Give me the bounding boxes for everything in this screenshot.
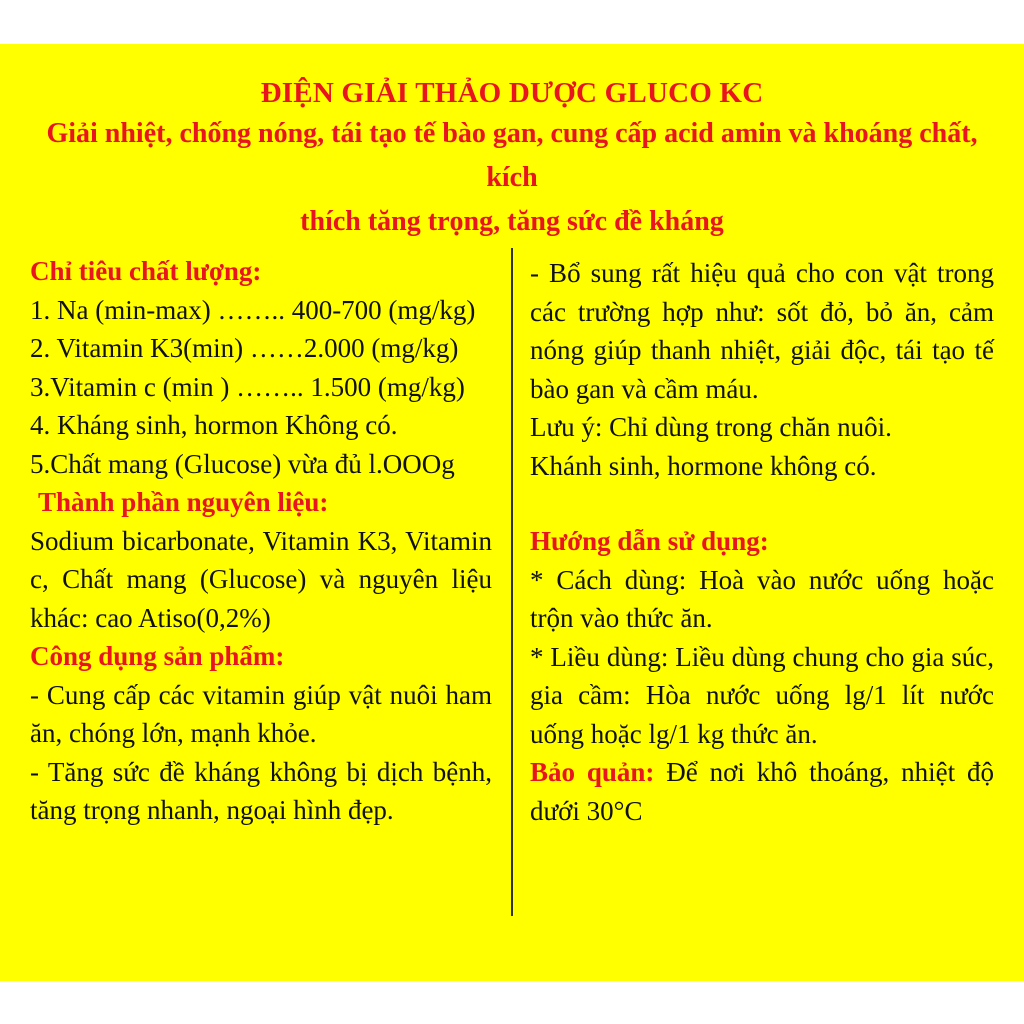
supplement-line: bào gan và cầm máu.: [530, 373, 759, 404]
quality-item: 5.Chất mang (Glucose) vừa đủ l.OOOg: [30, 448, 455, 479]
subtitle-line-1: Giải nhiệt, chống nóng, tái tạo tế bào gan, cung cấp acid amin và khoáng chất, kích: [46, 118, 978, 193]
supplement-line: nóng giúp thanh nhiệt, giải độc, tái tạo tế: [530, 335, 994, 365]
subtitle-line-2: thích tăng trọng, tăng sức đề kháng: [300, 206, 724, 237]
quality-item: 3.Vitamin c (min ) …….. 1.500 (mg/kg): [30, 371, 465, 402]
usage-line: * Cách dùng: Hoà vào nước uống hoặc: [530, 564, 994, 595]
ingredients-line: c, Chất mang (Glucose) và nguyên liệu: [30, 564, 492, 594]
ingredients-heading: Thành phần nguyên liệu:: [38, 487, 329, 517]
product-subtitle: [0, 112, 1024, 244]
uses-heading: Công dụng sản phẩm:: [30, 641, 285, 671]
ingredients-line: khác: cao Atiso(0,2%): [30, 602, 271, 633]
uses-line: tăng trọng nhanh, ngoại hình đẹp.: [30, 795, 394, 825]
ingredients-line: Sodium bicarbonate, Vitamin K3, Vitamin: [30, 525, 492, 556]
supplement-line: - Bổ sung rất hiệu quả cho con vật trong: [530, 258, 994, 288]
storage-line: [530, 753, 994, 792]
uses-line: - Cung cấp các vitamin giúp vật nuôi ham: [30, 679, 492, 710]
note-line: Lưu ý: Chỉ dùng trong chăn nuôi.: [530, 412, 892, 442]
antibiotic-line: Khánh sinh, hormone không có.: [530, 450, 877, 481]
uses-line: - Tăng sức đề kháng không bị dịch bệnh,: [30, 756, 492, 787]
storage-heading: Bảo quản:: [530, 757, 655, 787]
spacer: [530, 485, 994, 522]
right-column: [530, 254, 994, 830]
storage-line-2: dưới 30°C: [530, 795, 643, 826]
quality-heading: Chỉ tiêu chất lượng:: [30, 256, 262, 286]
usage-heading: Hướng dẫn sử dụng:: [530, 526, 769, 556]
label-header: [0, 74, 1024, 244]
supplement-line: các trường hợp như: sốt đỏ, bỏ ăn, cảm: [530, 296, 994, 327]
left-column: [30, 252, 492, 830]
quality-item: 4. Kháng sinh, hormon Không có.: [30, 410, 398, 440]
usage-line: trộn vào thức ăn.: [530, 603, 713, 633]
column-divider: [511, 248, 513, 916]
product-title: ĐIỆN GIẢI THẢO DƯỢC GLUCO KC: [260, 77, 764, 109]
usage-line: uống hoặc lg/1 kg thức ăn.: [530, 718, 818, 749]
quality-item: 1. Na (min-max) …….. 400-700 (mg/kg): [30, 294, 476, 325]
storage-text: Để nơi khô thoáng, nhiệt độ: [654, 757, 994, 787]
quality-item: 2. Vitamin K3(min) ……2.000 (mg/kg): [30, 333, 459, 363]
usage-line: * Liều dùng: Liều dùng chung cho gia súc,: [530, 641, 994, 672]
uses-line: ăn, chóng lớn, mạnh khỏe.: [30, 718, 317, 748]
usage-line: gia cầm: Hòa nước uống lg/1 lít nước: [530, 680, 994, 710]
product-label: [0, 44, 1024, 981]
